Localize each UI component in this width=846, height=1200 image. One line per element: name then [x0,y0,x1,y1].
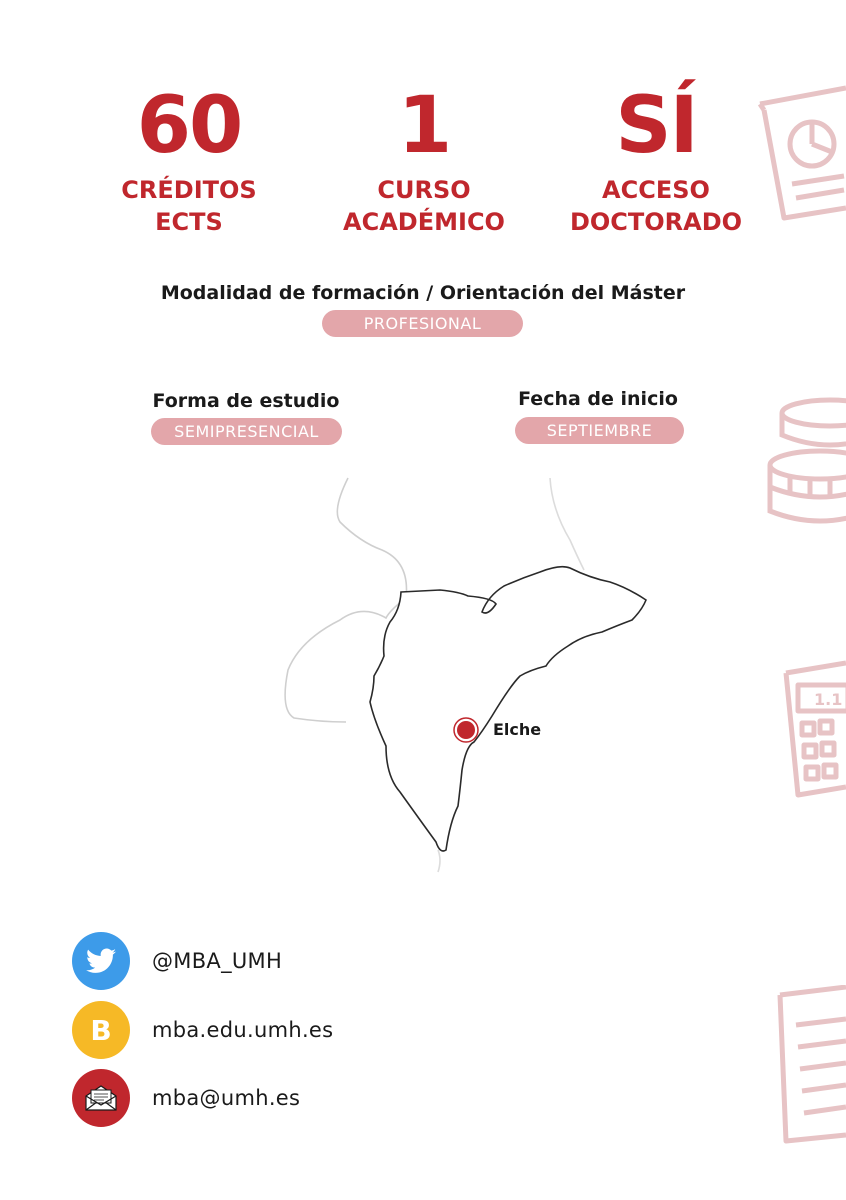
stat-course [304,78,544,238]
stat-doctorate-value: SÍ [615,81,697,171]
stat-credits-label-2: ECTS [155,208,223,236]
map-neighbor-border-east [550,478,584,570]
stat-credits-value: 60 [136,81,242,171]
modalidad-heading: Modalidad de formación / Orientación del Máster [160,282,686,304]
map-city-label: Elche [493,720,542,739]
twitter-icon[interactable] [72,932,130,990]
forma-heading: Forma de estudio [152,390,340,412]
province-map [270,470,670,880]
fecha-pill: SEPTIEMBRE [515,417,684,444]
contact-blog-text: mba.edu.umh.es [152,1018,334,1042]
twitter-bird-glyph [86,948,116,974]
presentation-icon [756,80,846,225]
stat-doctorate-label-1: ACCESO [602,176,710,204]
map-neighbor-border-south [438,850,440,872]
stat-course-label-2: ACADÉMICO [343,208,505,236]
contact-mail-text: mba@umh.es [152,1086,301,1110]
stat-course-value: 1 [397,81,451,171]
map-province-outline [370,567,646,851]
contact-mail[interactable] [72,1068,300,1128]
document-icon [776,985,846,1145]
coins-icon [760,395,846,535]
stat-credits-label-1: CRÉDITOS [121,176,257,204]
stat-credits [69,78,309,238]
stat-doctorate [536,78,776,238]
fecha-heading: Fecha de inicio [518,388,678,410]
map-marker-dot [457,721,475,739]
forma-pill: SEMIPRESENCIAL [151,418,342,445]
stat-doctorate-label-2: DOCTORADO [569,208,743,236]
mail-icon[interactable] [72,1069,130,1127]
contact-twitter-text: @MBA_UMH [152,949,283,973]
stat-course-label-1: CURSO [377,176,471,204]
contact-blog[interactable] [72,1000,333,1060]
modalidad-pill: PROFESIONAL [322,310,523,337]
calculator-icon [780,655,846,800]
blog-icon[interactable] [72,1001,130,1059]
svg-text:1.1: 1.1 [814,690,843,709]
envelope-glyph [84,1084,118,1112]
contact-twitter[interactable] [72,931,282,991]
blog-icon-letter: B [90,1013,112,1047]
